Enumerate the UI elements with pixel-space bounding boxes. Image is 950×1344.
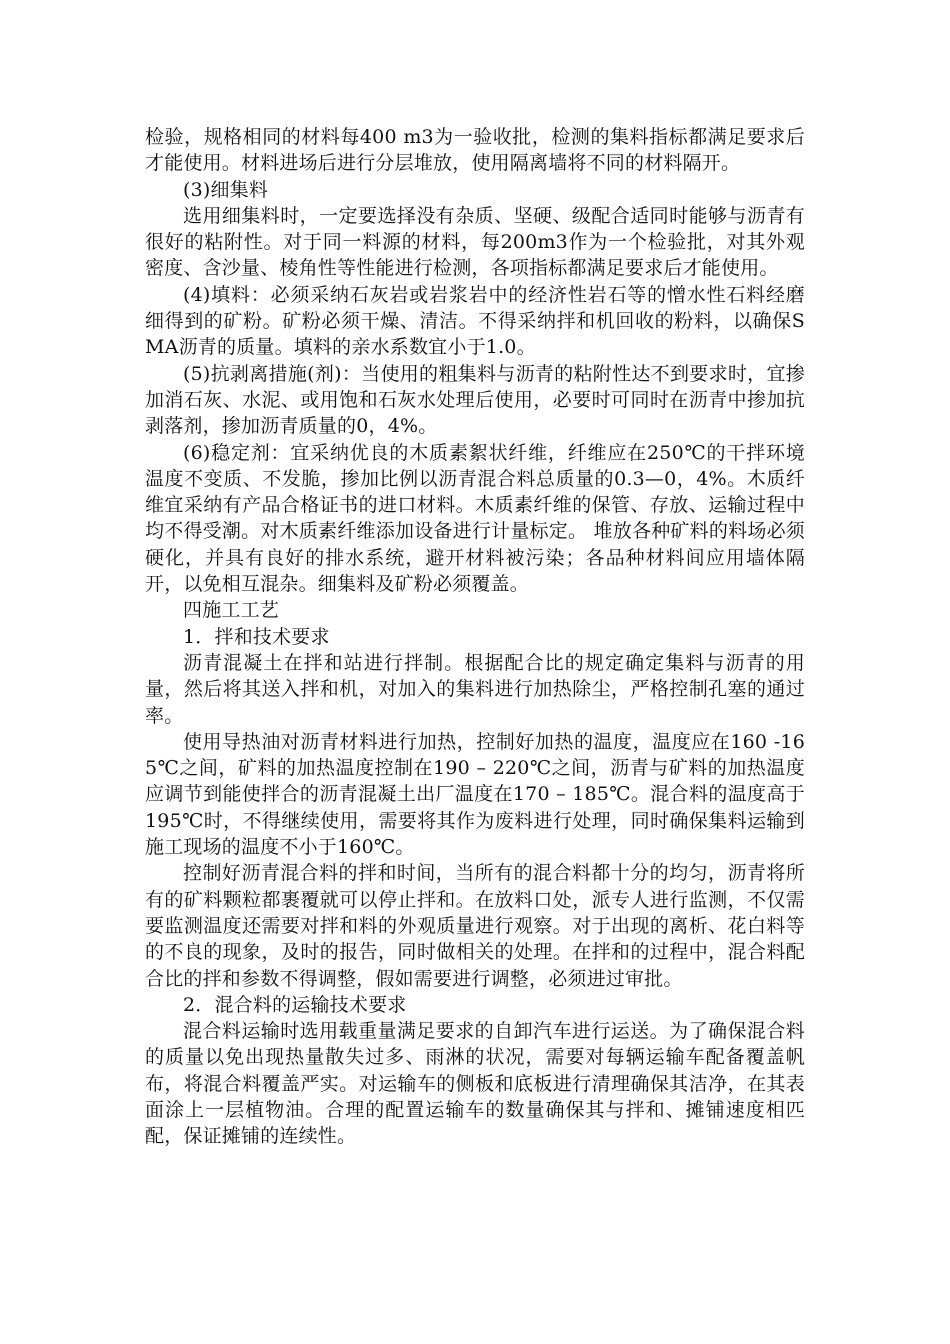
section-heading-fine-aggregate: (3)细集料 bbox=[183, 178, 269, 201]
subsection-heading-mixing: 1．拌和技术要求 bbox=[183, 625, 330, 648]
paragraph-transport: 混合料运输时选用载重量满足要求的自卸汽车进行运送。为了确保混合料的质量以免出现热量散失过多、雨淋的状况，需要对每辆运输车配备覆盖帆布，将混合料覆盖严实。对运输车的侧板和底板进行清理确保其洁净，在其表面涂上一层植物油。合理的配置运输车的数量确保其与拌和、摊铺速度相匹配，保证摊铺的连续性。 bbox=[145, 1020, 805, 1148]
paragraph-fine-aggregate: 选用细集料时，一定要选择没有杂质、坚硬、级配合适同时能够与沥青有很好的粘附性。对于同一料源的材料，每200m3作为一个检验批，对其外观密度、含沙量、棱角性等性能进行检测，各项指标都满足要求后才能使用。 bbox=[145, 204, 805, 280]
paragraph-mixing-time: 控制好沥青混合料的拌和时间，当所有的混合料都十分的均匀，沥青将所有的矿料颗粒都裹覆就可以停止拌和。在放料口处，派专人进行监测，不仅需要监测温度还需要对拌和料的外观质量进行观察。对于出现的离析、花白料等的不良的现象，及时的报告，同时做相关的处理。在拌和的过程中，混合料配合比的拌和参数不得调整，假如需要进行调整，必须进过审批。 bbox=[145, 862, 805, 990]
paragraph-anti-stripping: (5)抗剥离措施(剂)：当使用的粗集料与沥青的粘附性达不到要求时，宜掺加消石灰、水泥、或用饱和石灰水处理后使用，必要时可同时在沥青中掺加抗剥落剂，掺加沥青质量的0，4%。 bbox=[145, 362, 805, 438]
paragraph-stabilizer: (6)稳定剂：宜采纳优良的木质素絮状纤维，纤维应在250℃的干拌环境温度不变质、不发脆，掺加比例以沥青混合料总质量的0.3—0，4%。木质纤维宜采纳有产品合格证书的进口材料。木质素纤维的保管、存放、运输过程中均不得受潮。对木质素纤维添加设备进行计量标定。 堆放各种矿料的料场必须硬化，并具有良好的排水系统，避开材料被污染；各品种材料间应用墙体隔开，以免相互混杂。细集料及矿粉必须覆盖。 bbox=[145, 441, 805, 596]
document-body bbox=[145, 124, 805, 1150]
paragraph-continuation: 检验，规格相同的材料每400 m3为一验收批，检测的集料指标都满足要求后才能使用。材料进场后进行分层堆放，使用隔离墙将不同的材料隔开。 bbox=[145, 126, 805, 175]
subsection-heading-transport: 2．混合料的运输技术要求 bbox=[183, 993, 407, 1016]
paragraph-filler: (4)填料：必须采纳石灰岩或岩浆岩中的经济性岩石等的憎水性石料经磨细得到的矿粉。矿粉必须干燥、清洁。不得采纳拌和机回收的粉料，以确保SMA沥青的质量。填料的亲水系数宜小于1.0。 bbox=[145, 283, 805, 359]
section-heading-construction-process: 四施工工艺 bbox=[183, 599, 280, 622]
paragraph-heating: 使用导热油对沥青材料进行加热，控制好加热的温度，温度应在160 -165℃之间，矿料的加热温度控制在190 – 220℃之间，沥青与矿料的加热温度应调节到能使拌合的沥青混凝土出厂温度在170 – 185℃。混合料的温度高于195℃时，不得继续使用，需要将其作为废料进行处理，同时确保集料运输到施工现场的温度不小于160℃。 bbox=[145, 730, 805, 859]
paragraph-mixing-station: 沥青混凝土在拌和站进行拌制。根据配合比的规定确定集料与沥青的用量，然后将其送入拌和机，对加入的集料进行加热除尘，严格控制孔塞的通过率。 bbox=[145, 651, 805, 727]
